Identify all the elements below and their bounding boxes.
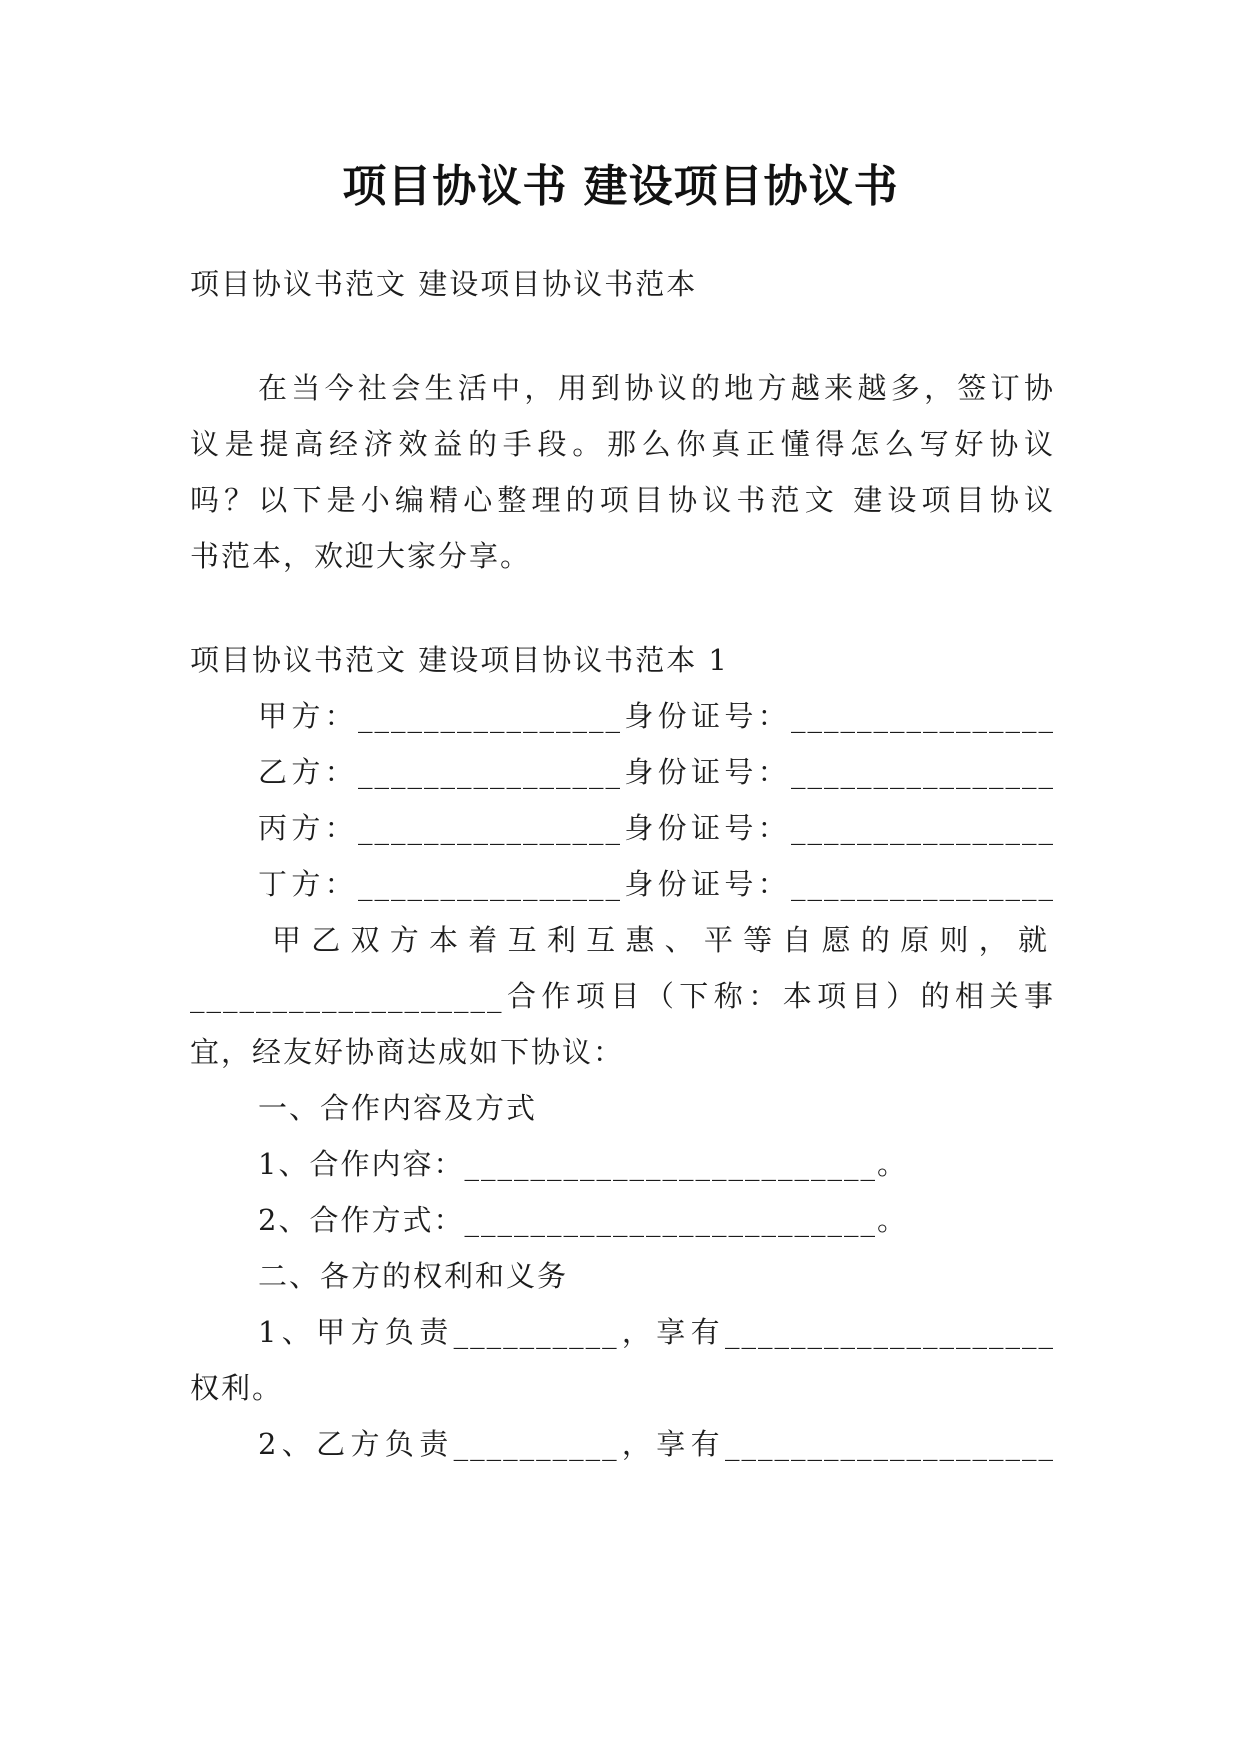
party-line-4: 丁方：________________身份证号：________________	[258, 867, 1055, 901]
section-heading: 项目协议书范文 建设项目协议书范本 1	[190, 643, 729, 677]
principle-line-2: ___________________合作项目（下称：本项目）的相关事	[190, 979, 1055, 1013]
intro-line-2: 议是提高经济效益的手段。那么你真正懂得怎么写好协议	[190, 427, 1055, 461]
intro-line-4: 书范本，欢迎大家分享。	[190, 539, 532, 573]
intro-line-3: 吗？以下是小编精心整理的项目协议书范文 建设项目协议	[190, 483, 1055, 517]
party-line-1: 甲方：________________身份证号：________________	[258, 699, 1055, 733]
party-line-3: 丙方：________________身份证号：________________	[258, 811, 1055, 845]
clause1-item-2: 2、合作方式：_________________________。	[258, 1203, 908, 1237]
subtitle: 项目协议书范文 建设项目协议书范本	[190, 267, 698, 301]
clause2-item-2: 2、乙方负责__________，享有____________________	[258, 1427, 1055, 1461]
clause2-item-1: 1、甲方负责__________，享有____________________	[258, 1315, 1055, 1349]
principle-line-3: 宜，经友好协商达成如下协议：	[190, 1035, 625, 1069]
principle-line-1: 甲乙双方本着互利互惠、平等自愿的原则，就	[272, 923, 1055, 957]
clause2-title: 二、各方的权利和义务	[258, 1259, 569, 1293]
intro-line-1: 在当今社会生活中，用到协议的地方越来越多，签订协	[258, 371, 1055, 405]
document-title: 项目协议书 建设项目协议书	[342, 161, 899, 212]
party-line-2: 乙方：________________身份证号：________________	[258, 755, 1055, 789]
clause2-item-1-cont: 权利。	[190, 1371, 284, 1405]
clause1-item-1: 1、合作内容：_________________________。	[258, 1147, 908, 1181]
clause1-title: 一、合作内容及方式	[258, 1091, 538, 1125]
